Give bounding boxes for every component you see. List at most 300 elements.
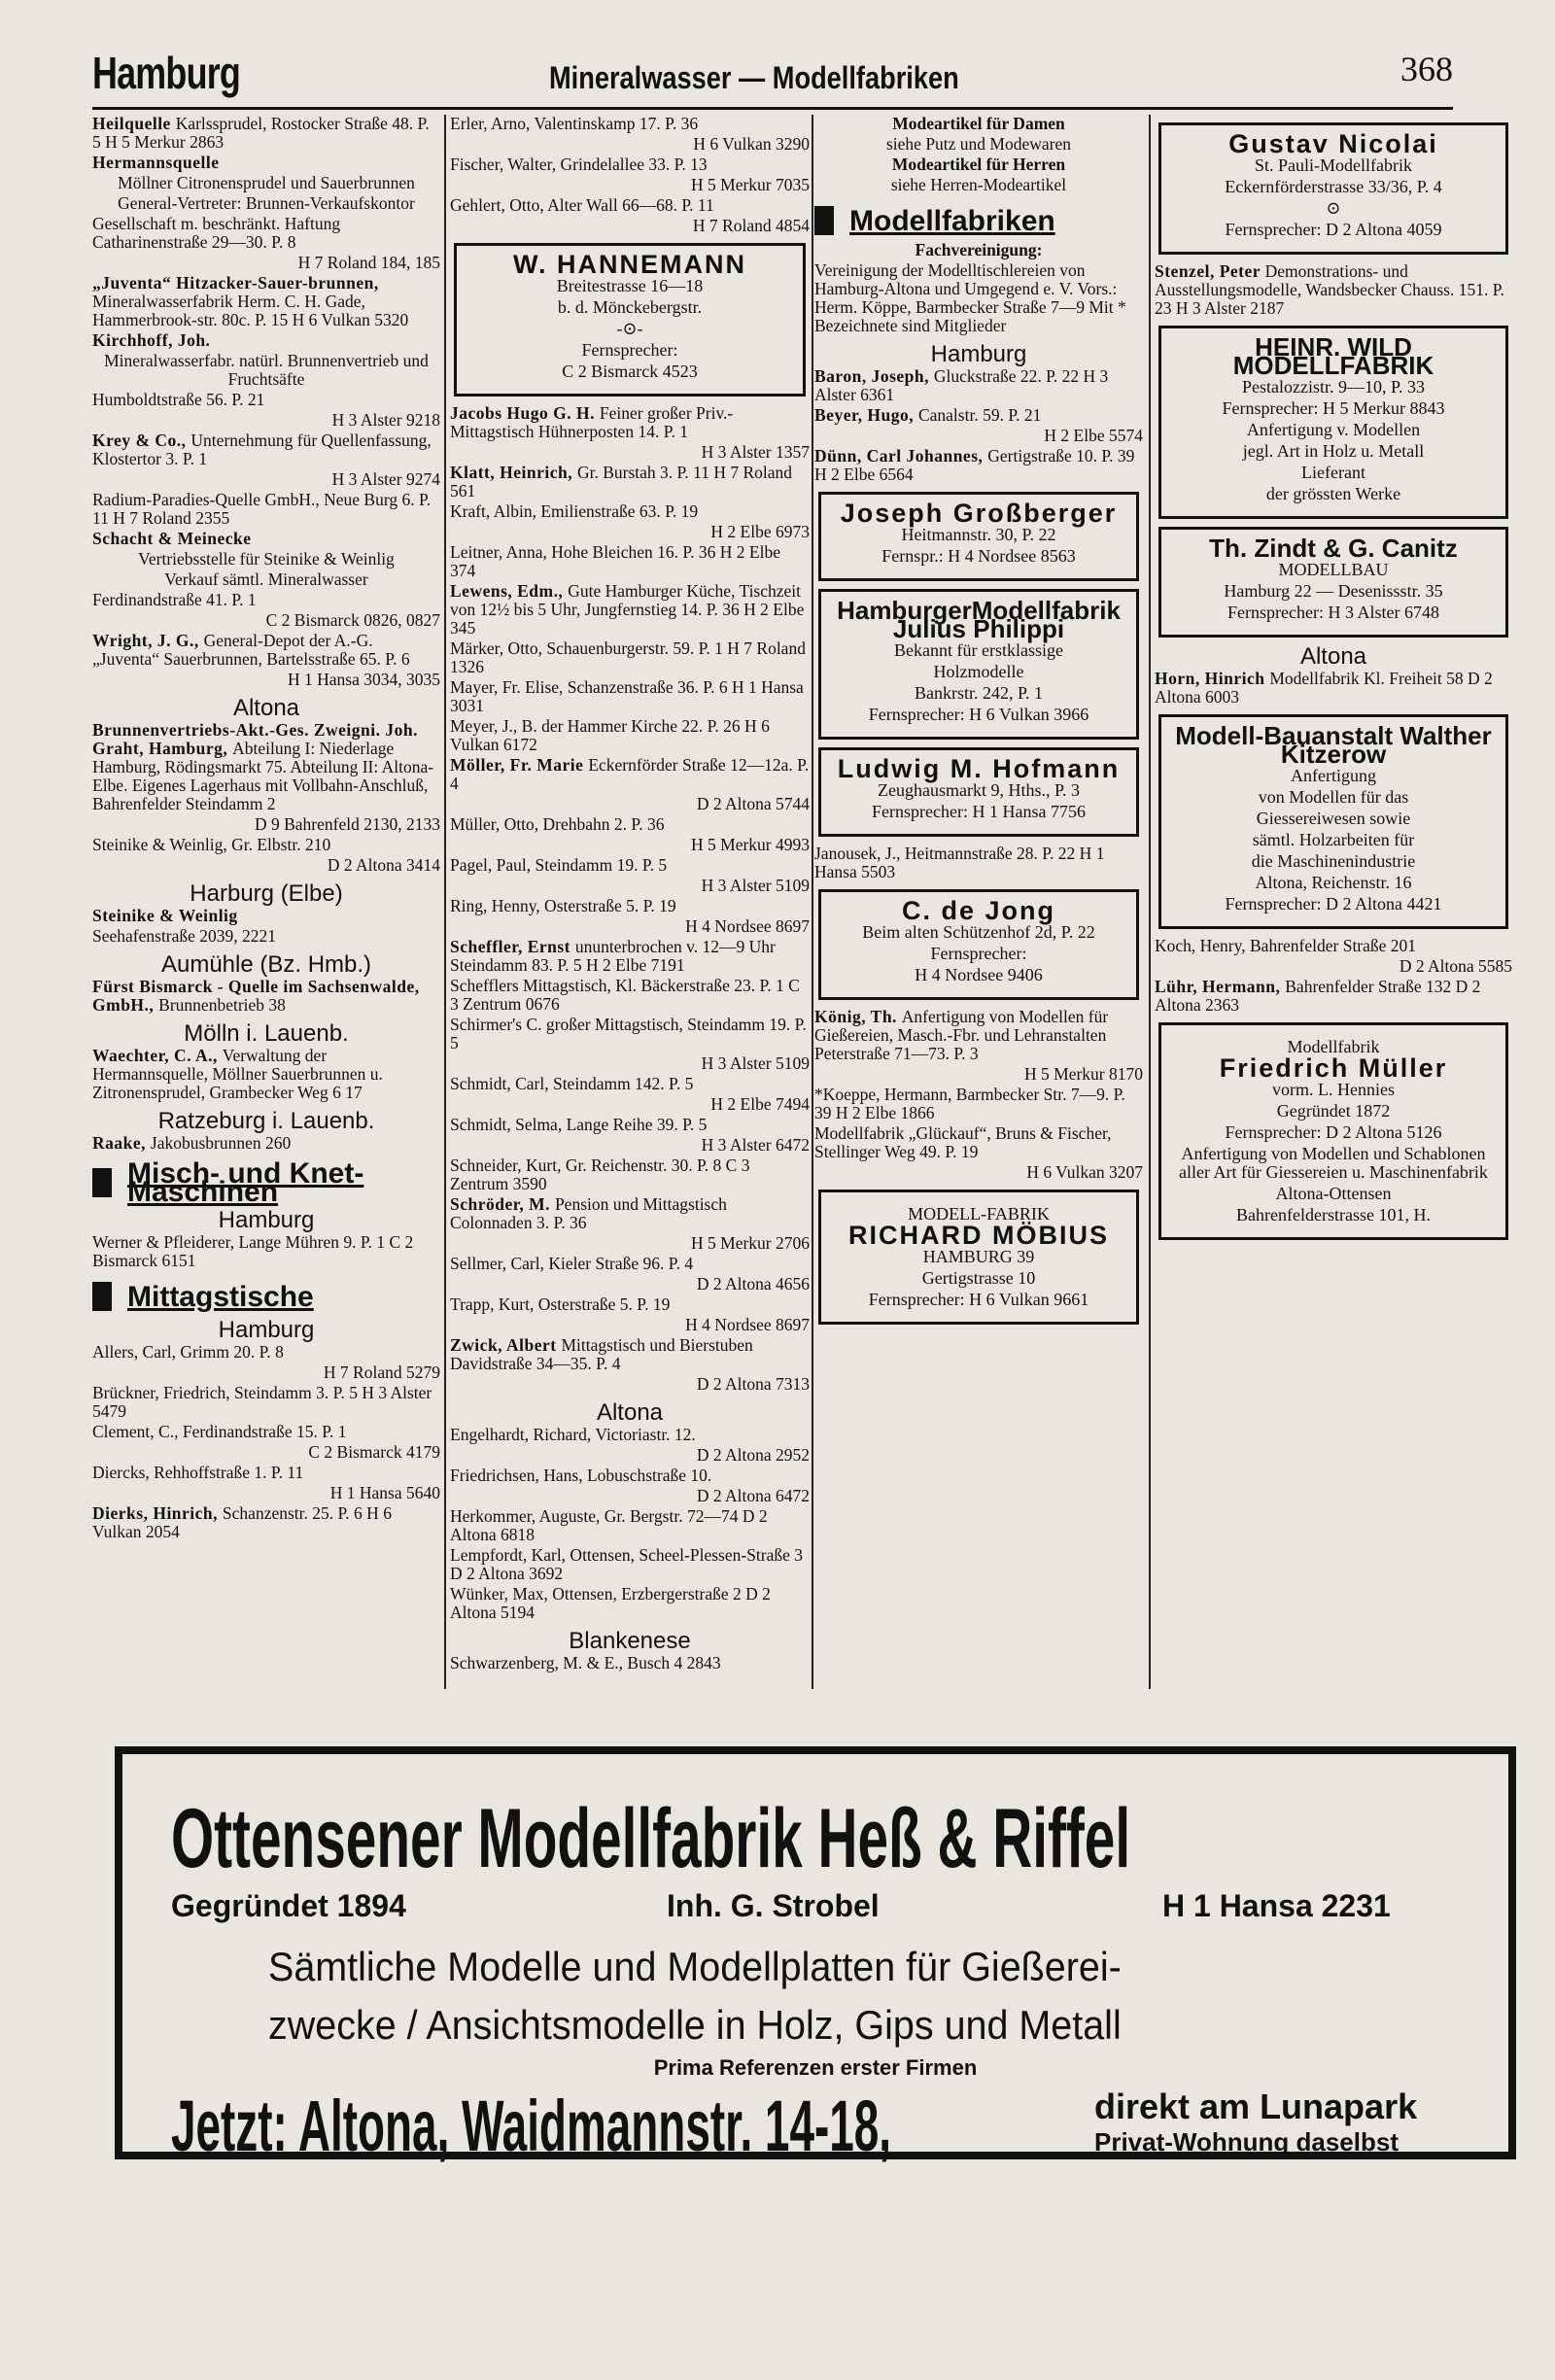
column-3 bbox=[814, 115, 1143, 1332]
directory-entry bbox=[92, 530, 440, 548]
entry-name: Scheffler, Ernst bbox=[450, 937, 575, 956]
category-note: Fachvereinigung: bbox=[915, 240, 1043, 259]
advert-box bbox=[1158, 122, 1508, 255]
entry-phone: D 9 Bahrenfeld 2130, 2133 bbox=[254, 814, 440, 834]
entry-text: Schanzenstr. 25. P. 6 H 6 Vulkan 2054 bbox=[92, 1503, 392, 1541]
directory-entry bbox=[92, 215, 440, 252]
entry-text: Janousek, J., Heitmannstraße 28. P. 22 H 1 Hansa 5503 bbox=[814, 844, 1105, 881]
city-subheading: Hamburg bbox=[218, 1317, 315, 1343]
entry-phone: H 2 Elbe 5574 bbox=[1044, 426, 1143, 445]
section-heading bbox=[814, 206, 1143, 235]
advertisement-banner bbox=[115, 1746, 1516, 2166]
directory-entry bbox=[92, 115, 440, 152]
directory-entry bbox=[92, 1233, 440, 1270]
directory-entry bbox=[92, 1134, 440, 1153]
entry-phone: H 2 Elbe 6973 bbox=[710, 522, 810, 541]
directory-entry bbox=[450, 502, 810, 521]
directory-entry bbox=[450, 938, 810, 975]
entry-text: Canalstr. 59. P. 21 bbox=[917, 405, 1042, 425]
directory-entry bbox=[450, 543, 810, 580]
entry-phone: H 3 Alster 1357 bbox=[701, 442, 810, 462]
city-subheading: Altona bbox=[232, 695, 300, 721]
ad-owner: Inh. G. Strobel bbox=[667, 1888, 880, 1923]
directory-entry bbox=[814, 1008, 1143, 1063]
advert-pretitle: MODELL-FABRIK bbox=[908, 1204, 1050, 1224]
directory-entry bbox=[92, 331, 440, 350]
entry-text: Schefflers Mittagstisch, Kl. Bäckerstraße 23. P. 1 C 3 Zentrum 0676 bbox=[450, 976, 800, 1014]
advert-line: Fernsprecher: H 6 Vulkan 3966 bbox=[868, 705, 1089, 724]
entry-text: Steinike & Weinlig, Gr. Elbstr. 210 bbox=[92, 835, 331, 854]
directory-entry bbox=[450, 1156, 810, 1193]
advert-line: Holzmodelle bbox=[933, 662, 1024, 681]
entry-text: Schmidt, Carl, Steindamm 142. P. 5 bbox=[450, 1074, 694, 1093]
section-title: Modellfabriken bbox=[849, 204, 1055, 237]
entry-phone: H 3 Alster 5109 bbox=[701, 876, 810, 895]
entry-text: Leitner, Anna, Hohe Bleichen 16. P. 36 H 2 Elbe 374 bbox=[450, 542, 780, 580]
directory-entry bbox=[92, 391, 440, 409]
directory-entry bbox=[92, 1423, 440, 1441]
entry-phone: D 2 Altona 5585 bbox=[1399, 956, 1512, 976]
entry-name: Brunnenvertriebs-Akt.-Ges. Zweigni. Joh. Graht, Hamburg, bbox=[92, 720, 418, 758]
entry-name: Lewens, Edm., bbox=[450, 581, 569, 601]
city-subheading: Aumühle (Bz. Hmb.) bbox=[160, 951, 372, 978]
entry-name: Lühr, Hermann, bbox=[1155, 977, 1286, 996]
directory-entry bbox=[450, 1585, 810, 1622]
entry-name: Horn, Hinrich bbox=[1155, 669, 1270, 688]
directory-entry bbox=[92, 836, 440, 854]
advert-line: Fernsprecher: H 6 Vulkan 9661 bbox=[868, 1290, 1089, 1309]
entry-text: Gesellschaft m. beschränkt. Haftung Catharinenstraße 29—30. P. 8 bbox=[92, 214, 341, 252]
entry-phone: D 2 Altona 6472 bbox=[696, 1486, 810, 1505]
entry-name: Kirchhoff, Joh. bbox=[92, 330, 211, 350]
advert-box bbox=[1158, 527, 1508, 638]
entry-phone: H 3 Alster 9274 bbox=[331, 469, 440, 489]
entry-text: *Koeppe, Hermann, Barmbecker Str. 7—9. P. 39 H 2 Elbe 1866 bbox=[814, 1085, 1125, 1122]
advert-title: W. HANNEMANN bbox=[513, 250, 746, 279]
entry-text: Anfertigung von Modellen für Gießereien, Masch.-Fbr. und Lehranstalten Peterstraße 71—73. P. 3 bbox=[814, 1007, 1109, 1063]
directory-entry bbox=[450, 717, 810, 754]
entry-text: Clement, C., Ferdinandstraße 15. P. 1 bbox=[92, 1422, 347, 1441]
advert-line: Breitestrasse 16—18 bbox=[556, 276, 704, 295]
entry-text: Ferdinandstraße 41. P. 1 bbox=[92, 590, 257, 609]
advert-line: die Maschinenindustrie bbox=[1251, 851, 1416, 871]
advert-line: b. d. Mönckebergstr. bbox=[557, 297, 703, 317]
ad-phone: H 1 Hansa 2231 bbox=[1162, 1888, 1391, 1923]
section-heading bbox=[92, 1282, 440, 1311]
directory-entry bbox=[450, 815, 810, 834]
entry-phone: D 2 Altona 5744 bbox=[696, 794, 810, 813]
advert-line: Fernspr.: H 4 Nordsee 8563 bbox=[881, 546, 1076, 566]
directory-entry bbox=[92, 1343, 440, 1362]
entry-text: Herkommer, Auguste, Gr. Bergstr. 72—74 D 2 Altona 6818 bbox=[450, 1506, 768, 1544]
entry-text: Schirmer's C. großer Mittagstisch, Steindamm 19. P. 5 bbox=[450, 1015, 807, 1052]
ad-references: Prima Referenzen erster Firmen bbox=[653, 2055, 978, 2080]
directory-entry bbox=[92, 978, 440, 1015]
advert-line: jegl. Art in Holz u. Metall bbox=[1242, 441, 1425, 461]
entry-name: Fürst Bismarck - Quelle im Sachsenwalde, GmbH., bbox=[92, 977, 420, 1015]
advert-box bbox=[818, 1190, 1139, 1325]
entry-name: Waechter, C. A., bbox=[92, 1046, 223, 1065]
directory-entry bbox=[450, 1546, 810, 1583]
header-city: Hamburg bbox=[92, 48, 241, 98]
entry-phone: H 3 Alster 5109 bbox=[701, 1053, 810, 1073]
advert-line: Giessereiwesen sowie bbox=[1256, 809, 1411, 828]
directory-entry bbox=[450, 1336, 810, 1373]
entry-text: Karlssprudel, Rostocker Straße 48. P. 5 H 5 Merkur 2863 bbox=[92, 114, 430, 152]
entry-text: Radium-Paradies-Quelle GmbH., Neue Burg 6. P. 11 H 7 Roland 2355 bbox=[92, 490, 432, 528]
entry-name: Krey & Co., bbox=[92, 431, 191, 450]
advert-line: Anfertigung von Modellen und Schablonen aller Art für Giessereien u. Maschinenfabrik bbox=[1179, 1144, 1488, 1182]
advert-title: Gustav Nicolai bbox=[1228, 129, 1438, 158]
directory-entry bbox=[92, 431, 440, 468]
advert-line: Anfertigung v. Modellen bbox=[1246, 420, 1421, 439]
header-rule bbox=[92, 107, 1453, 110]
entry-name: Schröder, M. bbox=[450, 1194, 555, 1214]
entry-name: „Juventa“ Hitzacker-Sauer-brunnen, bbox=[92, 273, 379, 293]
advert-box bbox=[454, 243, 806, 397]
column-divider bbox=[812, 115, 813, 1689]
advert-title: Th. Zindt & G. Canitz bbox=[1209, 534, 1458, 563]
entry-text: Verwaltung der Hermannsquelle, Möllner Sauerbrunnen u. Zitronensprudel, Grambecker Weg 6 17 bbox=[92, 1046, 383, 1102]
directory-entry bbox=[450, 1654, 810, 1673]
advert-line: Beim alten Schützenhof 2d, P. 22 bbox=[862, 922, 1095, 942]
directory-entry bbox=[450, 977, 810, 1014]
advert-box bbox=[1158, 714, 1508, 929]
entry-name: Jacobs Hugo G. H. bbox=[450, 403, 600, 423]
directory-entry bbox=[814, 447, 1143, 484]
entry-text: Meyer, J., B. der Hammer Kirche 22. P. 26 H 6 Vulkan 6172 bbox=[450, 716, 770, 754]
section-title: Misch- und Knet-Maschinen bbox=[127, 1157, 364, 1208]
advert-title: Modell-Bauanstalt Walther Kitzerow bbox=[1175, 721, 1492, 769]
advert-line: Fernsprecher: H 3 Alster 6748 bbox=[1227, 603, 1439, 622]
entry-text: Modellfabrik Kl. Freiheit 58 D 2 Altona 6003 bbox=[1155, 669, 1493, 707]
entry-text: Pagel, Paul, Steindamm 19. P. 5 bbox=[450, 855, 668, 875]
column-4 bbox=[1155, 115, 1512, 1248]
entry-name: Raake, bbox=[92, 1133, 151, 1153]
advert-line: Fernsprecher: H 1 Hansa 7756 bbox=[872, 802, 1086, 821]
directory-entry bbox=[1155, 670, 1512, 707]
entry-text: Modellfabrik „Glückauf“, Bruns & Fischer, Stellinger Weg 49. P. 19 bbox=[814, 1123, 1112, 1161]
directory-entry bbox=[814, 367, 1143, 404]
section-title: Mittagstische bbox=[127, 1280, 314, 1313]
entry-name: König, Th. bbox=[814, 1007, 902, 1026]
entry-phone: H 6 Vulkan 3207 bbox=[1026, 1162, 1143, 1182]
advert-box bbox=[818, 589, 1139, 740]
advert-title: Ludwig M. Hofmann bbox=[837, 754, 1121, 783]
ad-line-1: Sämtliche Modelle und Modellplatten für Gießerei- bbox=[268, 1944, 1122, 1989]
advert-line: St. Pauli-Modellfabrik bbox=[1255, 155, 1412, 175]
entry-name: Baron, Joseph, bbox=[814, 366, 934, 386]
directory-entry bbox=[1155, 937, 1512, 955]
directory-entry bbox=[1155, 262, 1512, 318]
page-header bbox=[92, 47, 1453, 105]
city-subheading: Harburg (Elbe) bbox=[190, 880, 343, 907]
directory-entry bbox=[450, 756, 810, 793]
entry-name: Steinike & Weinlig bbox=[92, 906, 238, 925]
entry-phone: H 3 Alster 6472 bbox=[701, 1135, 810, 1155]
section-marker bbox=[814, 206, 834, 235]
entry-phone: H 6 Vulkan 3290 bbox=[693, 134, 810, 154]
ad-directions bbox=[1094, 2089, 1417, 2159]
advert-line: Hamburg 22 — Desenissstr. 35 bbox=[1224, 581, 1443, 601]
entry-name: Wright, J. G., bbox=[92, 631, 204, 650]
entry-detail: Mineralwasserfabr. natürl. Brunnenvertrieb und Fruchtsäfte bbox=[104, 351, 429, 389]
advert-title: Joseph Großberger bbox=[840, 499, 1118, 528]
entry-text: Friedrichsen, Hans, Lobuschstraße 10. bbox=[450, 1466, 712, 1485]
entry-phone: H 7 Roland 4854 bbox=[692, 216, 810, 235]
entry-name: Stenzel, Peter bbox=[1155, 261, 1265, 281]
entry-text: Brunnenbetrieb 38 bbox=[158, 995, 286, 1015]
advert-box bbox=[818, 492, 1139, 581]
directory-entry bbox=[450, 404, 810, 441]
advert-title: Friedrich Müller bbox=[1219, 1053, 1448, 1083]
directory-entry bbox=[450, 196, 810, 215]
header-section: Mineralwasser — Modellfabriken bbox=[549, 60, 959, 95]
city-subheading: Blankenese bbox=[569, 1628, 691, 1654]
column-divider bbox=[1149, 115, 1151, 1689]
advert-box bbox=[818, 747, 1139, 837]
advert-line: Eckernförderstrasse 33/36, P. 4 bbox=[1225, 177, 1442, 196]
advert-line: Gegründet 1872 bbox=[1276, 1101, 1391, 1121]
advert-line: -⊙- bbox=[616, 319, 643, 338]
directory-entry bbox=[450, 1466, 810, 1485]
advert-line: Zeughausmarkt 9, Hths., P. 3 bbox=[878, 780, 1080, 800]
advert-line: Fernsprecher: bbox=[930, 944, 1027, 963]
entry-text: Werner & Pfleiderer, Lange Mühren 9. P. 1 C 2 Bismarck 6151 bbox=[92, 1232, 414, 1270]
advert-line: sämtl. Holzarbeiten für bbox=[1252, 830, 1415, 849]
advert-title: C. de Jong bbox=[901, 896, 1055, 925]
directory-entry bbox=[450, 115, 810, 133]
city-subheading: Hamburg bbox=[218, 1207, 315, 1233]
entry-name: Klatt, Heinrich, bbox=[450, 463, 577, 482]
page-number: 368 bbox=[1400, 50, 1453, 88]
section-heading bbox=[92, 1157, 440, 1208]
entry-phone: D 2 Altona 3414 bbox=[327, 855, 440, 875]
advert-line: Anfertigung bbox=[1291, 766, 1376, 785]
advert-box bbox=[1158, 326, 1508, 519]
directory-entry bbox=[450, 678, 810, 715]
advert-box bbox=[1158, 1022, 1508, 1240]
entry-text: Schwarzenberg, M. & E., Busch 4 2843 bbox=[450, 1653, 721, 1673]
directory-entry bbox=[814, 261, 1143, 335]
advert-line: Fernsprecher: D 2 Altona 4059 bbox=[1225, 220, 1442, 239]
entry-text: Bahrenfelder Straße 132 D 2 Altona 2363 bbox=[1155, 977, 1481, 1015]
advert-line: Fernsprecher: D 2 Altona 5126 bbox=[1225, 1122, 1442, 1142]
advert-line: Bankrstr. 242, P. 1 bbox=[914, 683, 1043, 703]
entry-text: Schneider, Kurt, Gr. Reichenstr. 30. P. 8 C 3 Zentrum 3590 bbox=[450, 1156, 750, 1193]
advert-line: der grössten Werke bbox=[1265, 484, 1401, 503]
entry-text: Gehlert, Otto, Alter Wall 66—68. P. 11 bbox=[450, 195, 714, 215]
entry-text: Koch, Henry, Bahrenfelder Straße 201 bbox=[1155, 936, 1417, 955]
entry-text: Pension und Mittagstisch Colonnaden 3. P. 36 bbox=[450, 1194, 727, 1232]
directory-entry bbox=[450, 582, 810, 638]
advert-title: RICHARD MÖBIUS bbox=[848, 1221, 1109, 1250]
entry-name: Hermannsquelle bbox=[92, 153, 220, 172]
entry-phone: H 1 Hansa 3034, 3035 bbox=[288, 670, 440, 689]
advert-line: C 2 Bismarck 4523 bbox=[562, 362, 698, 381]
entry-text: Schmidt, Selma, Lange Reihe 39. P. 5 bbox=[450, 1115, 708, 1134]
directory-entry bbox=[92, 154, 440, 172]
entry-text: Vereinigung der Modelltischlereien von Hamburg-Altona und Umgegend e. V. Vors.: Herm. Köppe, Barmbecker Straße 7—9 Mit * Bezeichnete sind Mitglieder bbox=[814, 260, 1126, 335]
advert-title: HEINR. WILD MODELLFABRIK bbox=[1232, 332, 1434, 380]
ad-directions-2: Privat-Wohnung daselbst bbox=[1094, 2127, 1399, 2156]
city-subheading: Mölln i. Lauenb. bbox=[184, 1020, 349, 1047]
entry-phone: H 1 Hansa 5640 bbox=[329, 1483, 440, 1502]
advert-line: MODELLBAU bbox=[1278, 560, 1389, 579]
entry-phone: H 3 Alster 9218 bbox=[331, 410, 440, 430]
column-2 bbox=[450, 115, 810, 1674]
entry-detail: Möllner Citronensprudel und Sauerbrunnen bbox=[118, 173, 415, 192]
entry-detail: General-Vertreter: Brunnen-Verkaufskontor bbox=[118, 193, 415, 213]
ad-directions-1: direkt am Lunapark bbox=[1094, 2087, 1418, 2126]
directory-entry bbox=[814, 1124, 1143, 1161]
advert-line: Fernsprecher: bbox=[581, 340, 678, 360]
entry-text: Mineralwasserfabrik Herm. C. H. Gade, Hammerbrook-str. 80c. P. 15 H 6 Vulkan 5320 bbox=[92, 292, 409, 329]
entry-phone: H 4 Nordsee 8697 bbox=[685, 1315, 810, 1334]
directory-entry bbox=[92, 274, 440, 329]
category-note: Modeartikel für Herren bbox=[891, 155, 1066, 174]
entry-phone: H 4 Nordsee 8697 bbox=[685, 916, 810, 936]
directory-entry bbox=[814, 406, 1143, 425]
directory-entry bbox=[92, 1464, 440, 1482]
directory-entry bbox=[450, 1195, 810, 1232]
advert-line: Altona-Ottensen bbox=[1275, 1184, 1392, 1203]
directory-entry bbox=[450, 856, 810, 875]
entry-text: Demonstrations- und Ausstellungsmodelle, Wandsbecker Chauss. 151. P. 23 H 3 Alster 2187 bbox=[1155, 261, 1504, 318]
entry-text: Seehafenstraße 2039, 2221 bbox=[92, 926, 277, 946]
entry-text: Gluckstraße 22. P. 22 H 3 Alster 6361 bbox=[814, 366, 1109, 404]
advert-line: H 4 Nordsee 9406 bbox=[915, 965, 1043, 984]
entry-text: Brückner, Friedrich, Steindamm 3. P. 5 H 3 Alster 5479 bbox=[92, 1383, 432, 1421]
directory-entry bbox=[92, 907, 440, 925]
advert-line: Gertigstrasse 10 bbox=[921, 1268, 1036, 1288]
entry-text: Mittagstisch und Bierstuben Davidstraße 34—35. P. 4 bbox=[450, 1335, 753, 1373]
entry-phone: C 2 Bismarck 4179 bbox=[308, 1442, 440, 1462]
advert-line: Lieferant bbox=[1301, 463, 1365, 482]
entry-text: Sellmer, Carl, Kieler Straße 96. P. 4 bbox=[450, 1254, 694, 1273]
directory-entry bbox=[814, 1086, 1143, 1122]
entry-text: Abteilung I: Niederlage Hamburg, Rödingsmarkt 75. Abteilung II: Altona-Elbe. Eigenes Lagerhaus mit Vollbahn-Anschluß, Bahrenfelder Steindamm 2 bbox=[92, 739, 434, 813]
advert-line: Altona, Reichenstr. 16 bbox=[1255, 873, 1412, 892]
advert-line: Bahrenfelderstrasse 101, H. bbox=[1236, 1205, 1431, 1224]
city-subheading: Ratzeburg i. Lauenb. bbox=[157, 1108, 375, 1134]
entry-phone: H 5 Merkur 7035 bbox=[691, 175, 810, 194]
advert-line: ⊙ bbox=[1326, 198, 1341, 218]
entry-text: Märker, Otto, Schauenburgerstr. 59. P. 1 H 7 Roland 1326 bbox=[450, 638, 806, 676]
directory-entry bbox=[92, 927, 440, 946]
entry-text: Wünker, Max, Ottensen, Erzbergerstraße 2 D 2 Altona 5194 bbox=[450, 1584, 771, 1622]
entry-phone: H 7 Roland 5279 bbox=[323, 1362, 440, 1382]
section-marker bbox=[92, 1168, 112, 1197]
advert-line: von Modellen für das bbox=[1258, 787, 1409, 807]
entry-phone: D 2 Altona 4656 bbox=[696, 1274, 810, 1293]
directory-entry bbox=[92, 1047, 440, 1102]
entry-text: Mayer, Fr. Elise, Schanzenstraße 36. P. 6 H 1 Hansa 3031 bbox=[450, 677, 804, 715]
entry-phone: H 5 Merkur 2706 bbox=[691, 1233, 810, 1253]
advert-line: Fernsprecher: D 2 Altona 4421 bbox=[1225, 894, 1442, 914]
entry-phone: H 7 Roland 184, 185 bbox=[297, 253, 440, 272]
entry-text: Ring, Henny, Osterstraße 5. P. 19 bbox=[450, 896, 676, 915]
entry-phone: D 2 Altona 7313 bbox=[696, 1374, 810, 1394]
directory-entry bbox=[450, 1426, 810, 1444]
entry-text: Feiner großer Priv.-Mittagstisch Hühnerposten 14. P. 1 bbox=[450, 403, 734, 441]
entry-text: Kraft, Albin, Emilienstraße 63. P. 19 bbox=[450, 501, 699, 521]
directory-entry bbox=[450, 1295, 810, 1314]
entry-text: Lempfordt, Karl, Ottensen, Scheel-Plessen-Straße 3 D 2 Altona 3692 bbox=[450, 1545, 804, 1583]
advert-box bbox=[818, 889, 1139, 1000]
column-divider bbox=[444, 115, 446, 1689]
entry-text: Gute Hamburger Küche, Tischzeit von 12½ bis 5 Uhr, Jungfernstieg 14. P. 36 H 2 Elbe 345 bbox=[450, 581, 805, 638]
city-subheading: Hamburg bbox=[930, 341, 1027, 367]
directory-entry bbox=[814, 845, 1143, 881]
entry-phone: H 5 Merkur 4993 bbox=[691, 835, 810, 854]
entry-name: Möller, Fr. Marie bbox=[450, 755, 589, 775]
entry-text: Unternehmung für Quellenfassung, Klostertor 3. P. 1 bbox=[92, 431, 432, 468]
entry-text: Fischer, Walter, Grindelallee 33. P. 13 bbox=[450, 155, 708, 174]
entry-text: Erler, Arno, Valentinskamp 17. P. 36 bbox=[450, 114, 699, 133]
directory-entry bbox=[450, 155, 810, 174]
entry-name: Dünn, Carl Johannes, bbox=[814, 446, 988, 466]
entry-name: Beyer, Hugo, bbox=[814, 405, 918, 425]
directory-entry bbox=[92, 721, 440, 813]
city-subheading: Altona bbox=[1299, 643, 1367, 670]
entry-name: Zwick, Albert bbox=[450, 1335, 562, 1355]
directory-entry bbox=[450, 1016, 810, 1052]
ad-line-2: zwecke / Ansichtsmodelle in Holz, Gips und Metall bbox=[268, 2002, 1122, 2048]
entry-text: Gr. Burstah 3. P. 11 H 7 Roland 561 bbox=[450, 463, 793, 500]
section-marker bbox=[92, 1282, 112, 1311]
entry-text: Müller, Otto, Drehbahn 2. P. 36 bbox=[450, 814, 665, 834]
advert-line: Pestalozzistr. 9—10, P. 33 bbox=[1242, 377, 1425, 397]
entry-detail: siehe Herren-Modeartikel bbox=[890, 175, 1067, 194]
ad-founded: Gegründet 1894 bbox=[171, 1888, 406, 1923]
directory-entry bbox=[1155, 978, 1512, 1015]
advert-title: HamburgerModellfabrik Julius Philippi bbox=[837, 596, 1121, 643]
advert-pretitle: Modellfabrik bbox=[1287, 1037, 1380, 1056]
entry-name: Heilquelle bbox=[92, 114, 176, 133]
directory-entry bbox=[450, 1255, 810, 1273]
column-1 bbox=[92, 115, 440, 1543]
entry-text: Humboldtstraße 56. P. 21 bbox=[92, 390, 265, 409]
advert-line: Bekannt für erstklassige bbox=[894, 640, 1063, 660]
advert-line: Fernsprecher: H 5 Merkur 8843 bbox=[1222, 398, 1445, 418]
entry-text: Allers, Carl, Grimm 20. P. 8 bbox=[92, 1342, 284, 1362]
entry-name: Schacht & Meinecke bbox=[92, 529, 252, 548]
entry-detail: Vertriebsstelle für Steinike & Weinlig bbox=[138, 549, 395, 569]
directory-entry bbox=[450, 639, 810, 676]
entry-text: Trapp, Kurt, Osterstraße 5. P. 19 bbox=[450, 1294, 671, 1314]
entry-text: General-Depot der A.-G. „Juventa“ Sauerbrunnen, Bartelsstraße 65. P. 6 bbox=[92, 631, 410, 669]
entry-phone: D 2 Altona 2952 bbox=[696, 1445, 810, 1465]
entry-text: Diercks, Rehhoffstraße 1. P. 11 bbox=[92, 1463, 304, 1482]
entry-text: Engelhardt, Richard, Victoriastr. 12. bbox=[450, 1425, 696, 1444]
entry-detail: Verkauf sämtl. Mineralwasser bbox=[164, 569, 368, 589]
directory-entry bbox=[92, 1504, 440, 1541]
ad-address: Jetzt: Altona, Waidmannstr. 14-18, bbox=[171, 2086, 892, 2166]
directory-entry bbox=[450, 897, 810, 915]
advert-line: HAMBURG 39 bbox=[922, 1247, 1035, 1266]
entry-name: Dierks, Hinrich, bbox=[92, 1503, 223, 1523]
category-note: Modeartikel für Damen bbox=[892, 114, 1065, 133]
directory-entry bbox=[92, 632, 440, 669]
directory-entry bbox=[92, 1384, 440, 1421]
advert-line: Heitmannstr. 30, P. 22 bbox=[901, 525, 1056, 544]
directory-entry bbox=[92, 591, 440, 609]
directory-entry bbox=[92, 491, 440, 528]
city-subheading: Altona bbox=[596, 1399, 664, 1426]
entry-text: Eckernförder Straße 12—12a. P. 4 bbox=[450, 755, 810, 793]
directory-entry bbox=[450, 1075, 810, 1093]
